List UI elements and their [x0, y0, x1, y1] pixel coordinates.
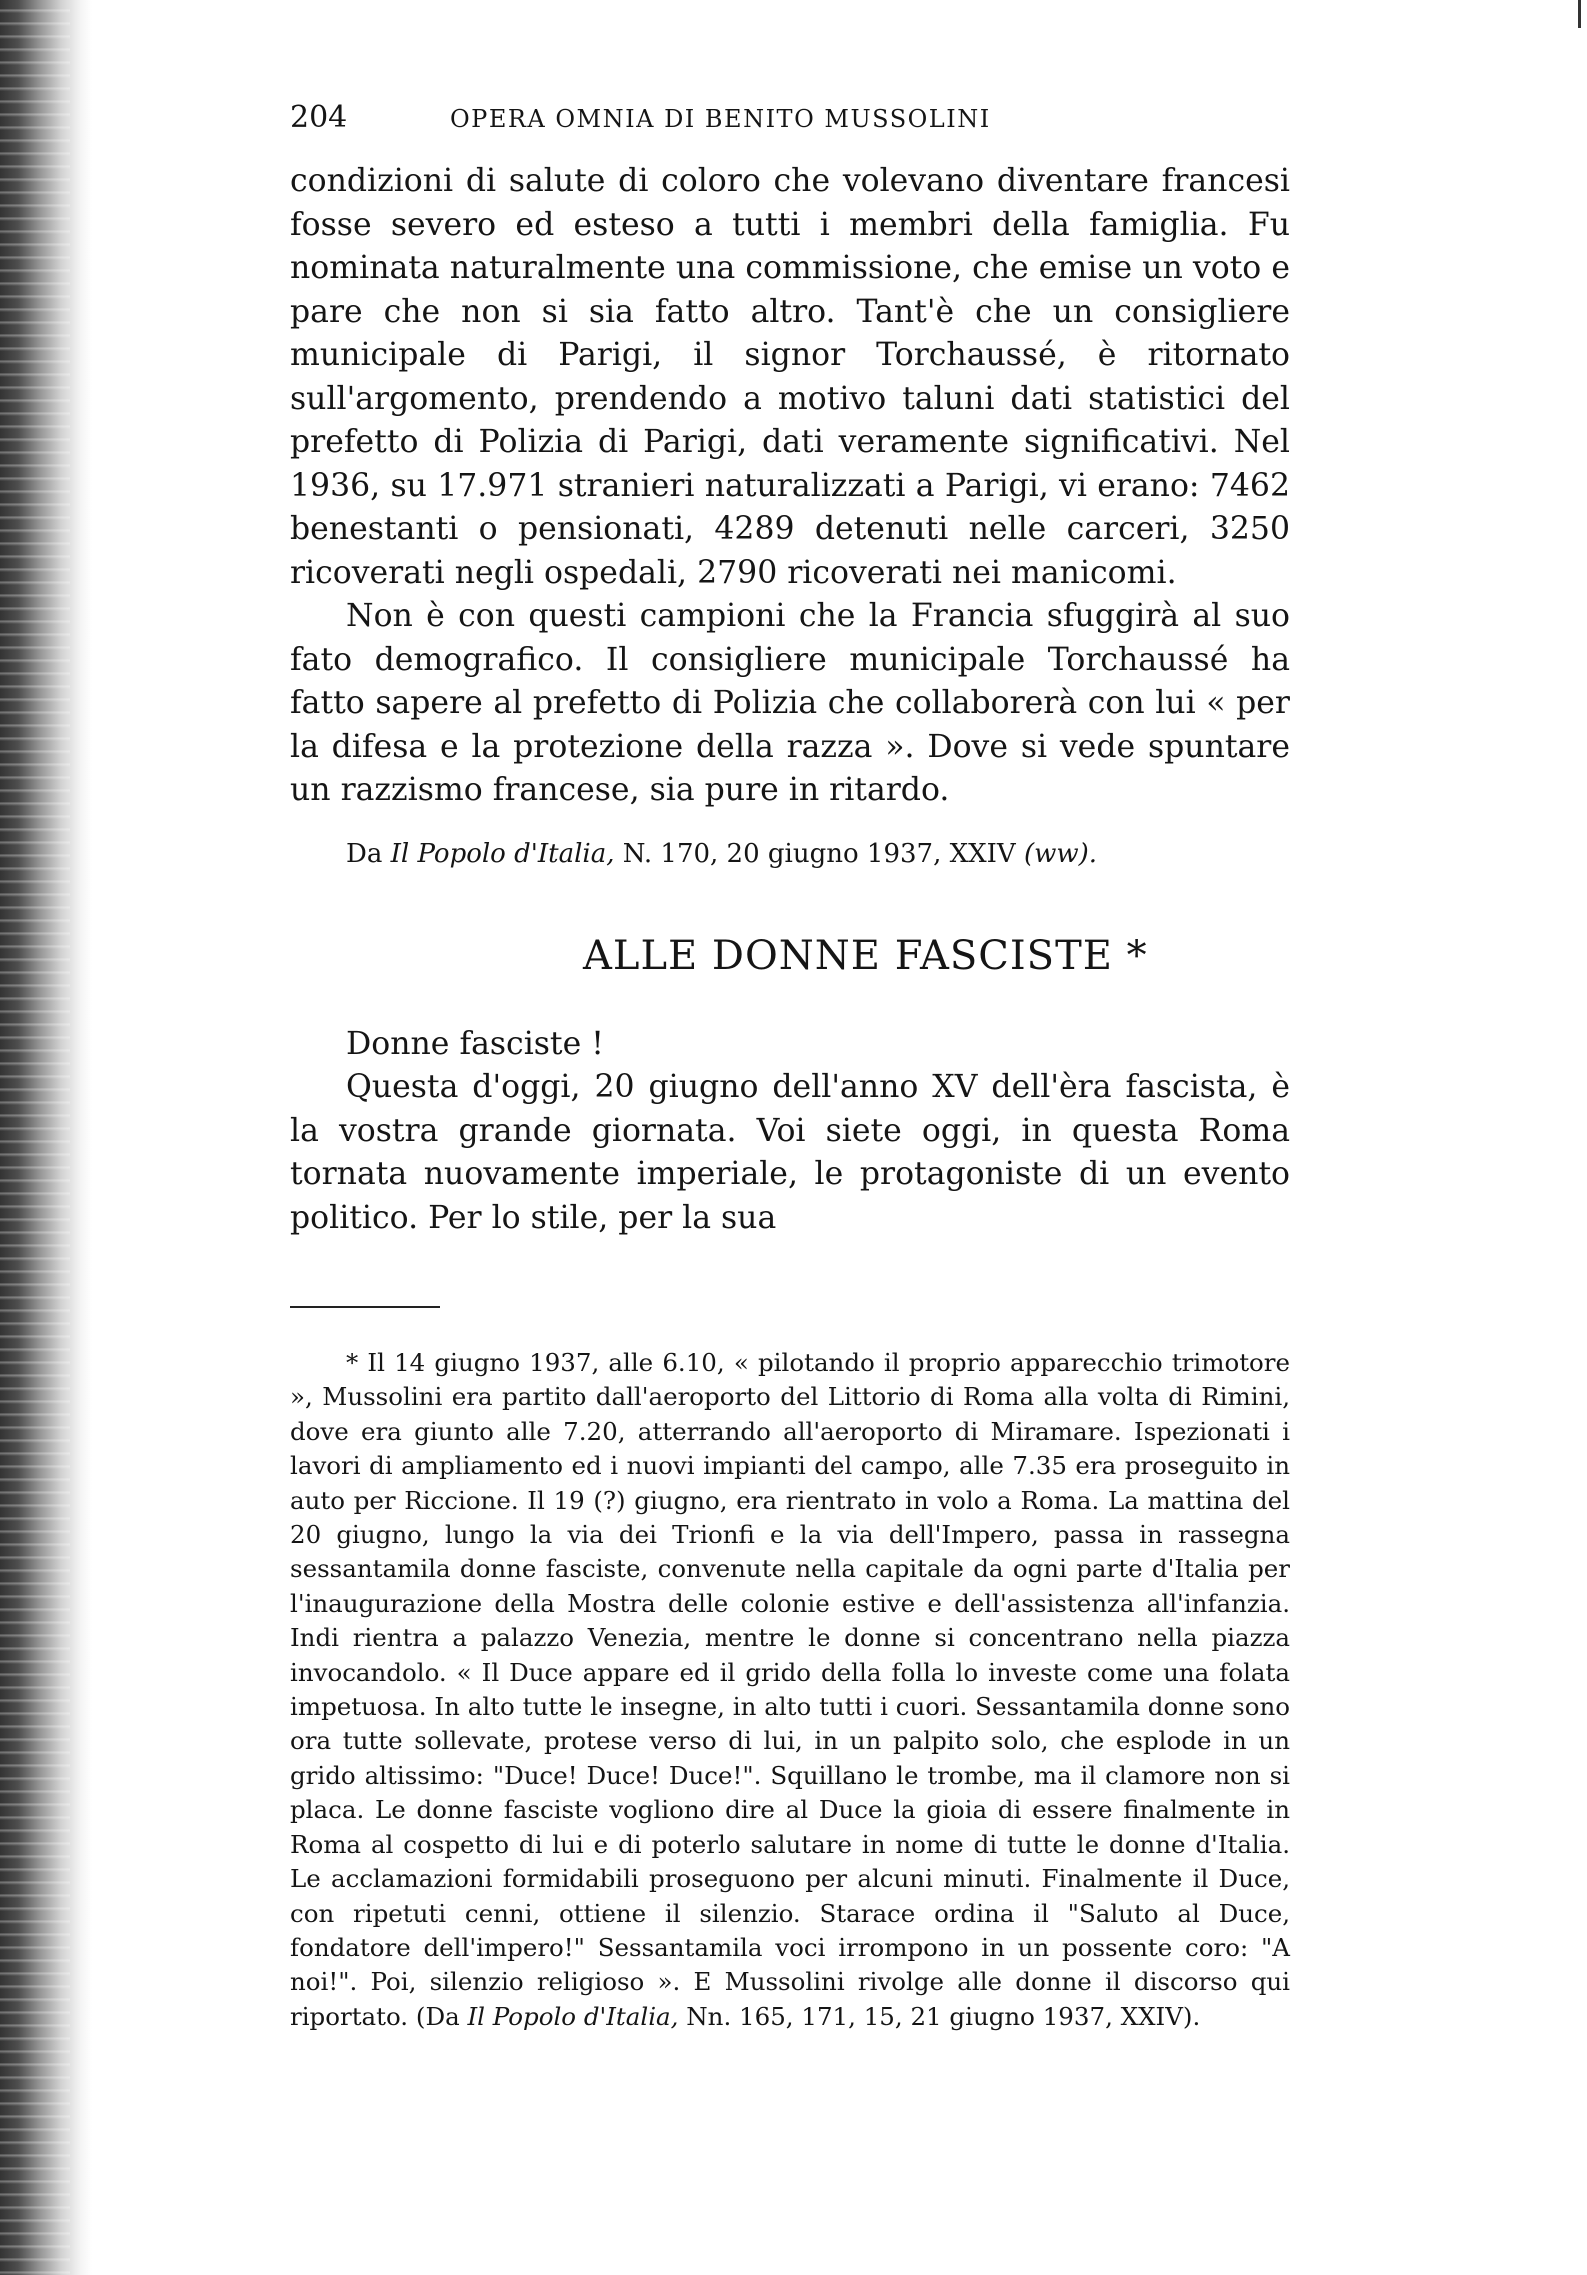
source-citation	[290, 839, 1290, 869]
paragraph-closing: Non è con questi campioni che la Francia sfuggirà al suo fato demografico. Il consigliere municipale Torchaussé ha fatto sapere al prefetto di Polizia che collaborerà con lui « per la difesa e la protezione della razza ». Dove si vede spuntare un razzismo francese, sia pure in ritardo.	[290, 598, 1290, 808]
page-number: 204	[290, 100, 348, 135]
article-text	[290, 1023, 1290, 1241]
source-details: N. 170, 20 giugno 1937, XXIV	[614, 838, 1024, 869]
previous-article-text	[290, 160, 1290, 813]
footnote-rule	[290, 1306, 440, 1308]
footnote-text: * Il 14 giugno 1937, alle 6.10, « pilotando il proprio apparecchio trimotore », Mussolini era partito dall'aeroporto del Littorio di Roma alla volta di Rimini, dove era giunto alle 7.20, atterrando all'aeroporto di Miramare. Ispezionati i lavori di ampliamento ed i nuovi impianti del campo, alle 7.35 era proseguito in auto per Riccione. Il 19 (?) giugno, era rientrato in volo a Roma. La mattina del 20 giugno, lungo la via dei Trionfi e la via dell'Impero, passa in rassegna sessantamila donne fasciste, convenute nella capitale da ogni parte d'Italia per l'inaugurazione della Mostra delle colonie estive e dell'assistenza all'infanzia. Indi rientra a palazzo Venezia, mentre le donne si concentrano nella piazza invocandolo. « Il Duce appare ed il grido della folla lo investe come una folata impetuosa. In alto tutte le insegne, in alto tutti i cuori. Sessantamila donne sono ora tutte sollevate, protese verso di lui, in un palpito solo, che esplode in un grido altissimo: "Duce! Duce! Duce!". Squillano le trombe, ma il clamore non si placa. Le donne fasciste vogliono dire al Duce la gioia di essere finalmente in Roma al cospetto di lui e di poterlo salutare in nome di tutte le donne d'Italia. Le acclamazioni formidabili proseguono per alcuni minuti. Finalmente il Duce, con ripetuti cenni, ottiene il silenzio. Starace ordina il "Saluto al Duce, fondatore dell'impero!" Sessantamila voci irrompono in un possente coro: "A noi!". Poi, silenzio religioso ». E Mussolini rivolge alle donne il discorso qui riportato. (Da	[290, 1348, 1290, 2031]
book-spine-binding	[0, 0, 70, 2275]
source-prefix: Da	[346, 838, 391, 869]
footnote	[290, 1346, 1290, 2034]
footnote-tail: Nn. 165, 171, 15, 21 giugno 1937, XXIV).	[678, 2001, 1201, 2031]
scan-corner-mark	[1578, 0, 1581, 28]
footnote-newspaper: Il Popolo d'Italia,	[467, 2001, 679, 2031]
paragraph-continued: condizioni di salute di coloro che volevano diventare francesi fosse severo ed esteso a tutti i membri della famiglia. Fu nominata naturalmente una commissione, che emise un voto e pare che non si sia fatto altro. Tant'è che un consigliere municipale di Parigi, il signor Torchaussé, è ritornato sull'argomento, prendendo a motivo taluni dati statistici del prefetto di Polizia di Parigi, dati veramente significativi. Nel 1936, su 17.971 stranieri naturalizzati a Parigi, vi erano: 7462 benestanti o pensionati, 4289 detenuti nelle carceri, 3250 ricoverati negli ospedali, 2790 ricoverati nei manicomi.	[290, 163, 1290, 591]
running-head	[290, 100, 1290, 160]
article-title: ALLE DONNE FASCISTE *	[583, 932, 1148, 979]
book-page	[290, 100, 1290, 2034]
article-paragraph: Questa d'oggi, 20 giugno dell'anno XV dell'èra fascista, è la vostra grande giornata. Voi siete oggi, in questa Roma tornata nuovamente imperiale, le protagoniste di un evento politico. Per lo stile, per la sua	[290, 1069, 1290, 1236]
source-newspaper: Il Popolo d'Italia,	[390, 838, 615, 869]
salutation: Donne fasciste !	[346, 1025, 604, 1062]
running-title: OPERA OMNIA DI BENITO MUSSOLINI	[450, 105, 991, 133]
source-signature: (ww).	[1023, 838, 1098, 869]
footnote-paragraph	[290, 1346, 1290, 2034]
